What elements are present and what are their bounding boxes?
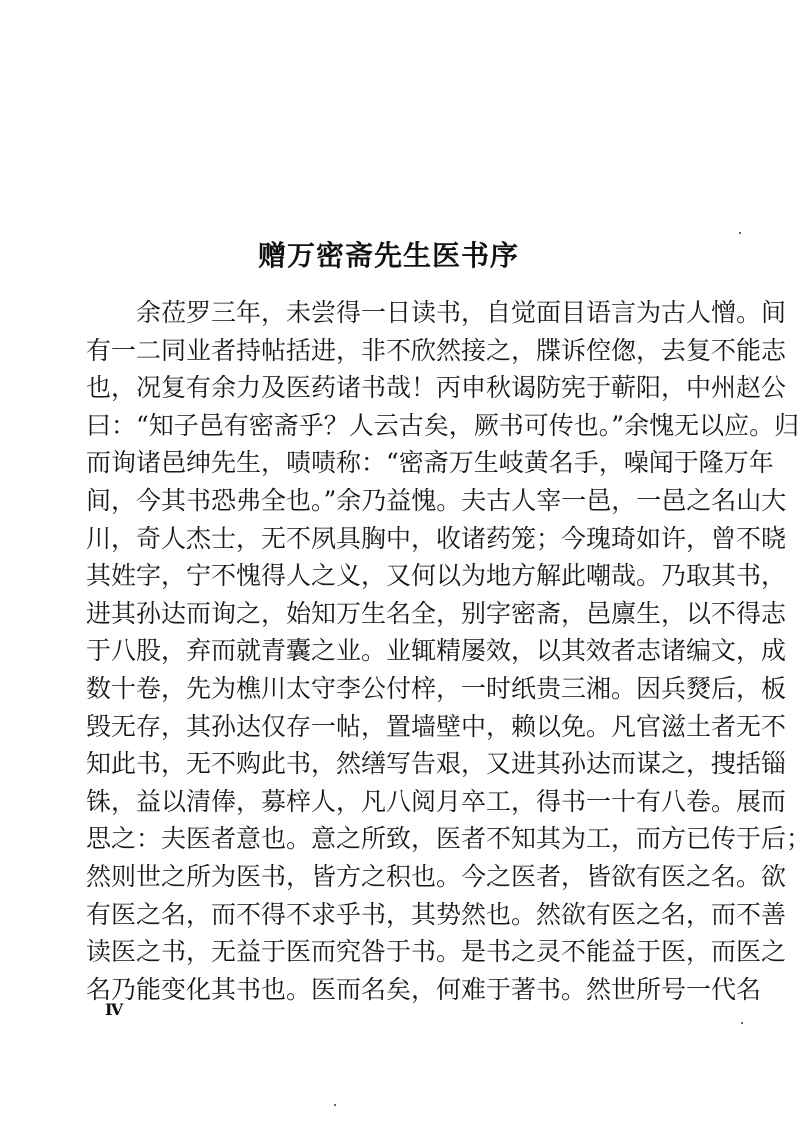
text-line: 于八股，弃而就青囊之业。业辄精屡效，以其效者志诸编文，成 <box>86 636 787 666</box>
text-line: 间，今其书恐弗全也。”余乃益愧。夫古人宰一邑，一邑之名山大 <box>86 485 787 515</box>
text-line: 川，奇人杰士，无不夙具胸中，收诸药笼；今瑰琦如许，曾不晓 <box>86 523 787 553</box>
text-line: 知此书，无不购此书，然缮写告艰，又进其孙达而谋之，捜括锱 <box>86 749 787 779</box>
scan-speck <box>739 232 741 234</box>
text-line: 铢，益以清俸，募梓人，凡八阅月卒工，得书一十有八卷。展而 <box>86 786 787 816</box>
text-line: 余莅罗三年，未尝得一日读书，自觉面目语言为古人憎。间 <box>136 298 787 327</box>
text-line: 然则世之所为医书，皆方之积也。今之医者，皆欲有医之名。欲 <box>86 861 787 891</box>
text-line: 其姓字，宁不愧得人之义，又何以为地方解此嘲哉。乃取其书， <box>86 561 787 591</box>
text-line: 曰：“知子邑有密斋乎？人云古矣，厥书可传也。”余愧无以应。归 <box>86 410 800 440</box>
text-line: 读医之书，无益于医而究咎于书。是书之灵不能益于医，而医之 <box>86 937 787 967</box>
text-line: 进其孙达而询之，始知万生名全，别字密斋，邑廪生，以不得志 <box>86 598 787 628</box>
text-line: 数十卷，先为樵川太守李公付梓，一时纸贵三湘。因兵燹后，板 <box>86 673 787 703</box>
text-line: 思之：夫医者意也。意之所致，医者不知其为工，而方已传于后； <box>86 824 811 854</box>
text-line: 而询诸邑绅先生，啧啧称：“密斋万生岐黄名手，噪闻于隆万年 <box>86 448 774 478</box>
text-line: 有医之名，而不得不求乎书，其势然也。然欲有医之名，而不善 <box>86 899 787 929</box>
scan-speck <box>741 1022 743 1024</box>
text-line: 有一二同业者持帖括进，非不欣然接之，牒诉倥偬，去复不能志 <box>86 335 787 365</box>
text-line: 名乃能变化其书也。医而名矣，何难于著书。然世所号一代名 <box>86 974 762 1004</box>
page-title: 赠万密斋先生医书序 <box>257 239 519 272</box>
text-line: 毁无存，其孙达仅存一帖，置墙壁中，赖以免。凡官滋土者无不 <box>86 711 787 741</box>
page-number: Ⅳ <box>105 1000 124 1019</box>
text-line: 也，况复有余力及医药诸书哉！丙申秋谒防宪于蕲阳，中州赵公 <box>86 373 787 403</box>
preface-body <box>86 294 811 1008</box>
scan-speck <box>334 1104 336 1106</box>
